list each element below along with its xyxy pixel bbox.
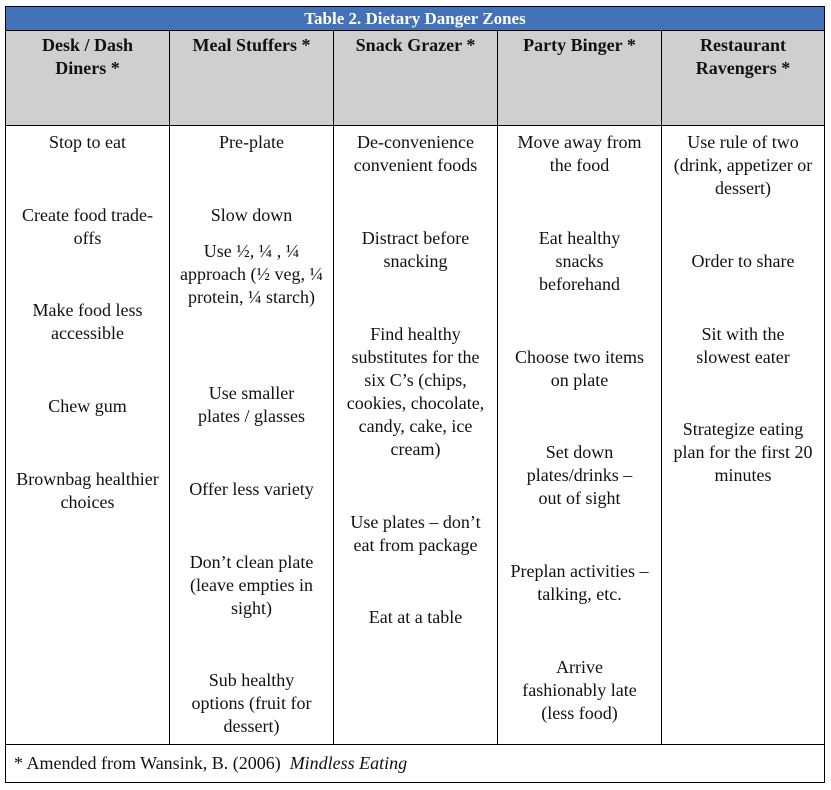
list-item: Arrive fashionably late (less food) xyxy=(522,657,637,723)
table-footnote xyxy=(6,744,824,782)
list-item: Don’t clean plate (leave empties in sight) xyxy=(189,552,314,618)
list-item: Distract before snacking xyxy=(361,228,470,271)
list-item: De-convenience convenient foods xyxy=(353,132,478,175)
list-item: Choose two items on plate xyxy=(515,347,644,390)
list-item: Slow down xyxy=(210,205,293,225)
list-item: Preplan activities – talking, etc. xyxy=(510,561,649,604)
list-item: Find healthy substitutes for the six C’s (chips, cookies, chocolate, candy, cake, ice cream) xyxy=(346,324,485,459)
list-item: Use smaller plates / glasses xyxy=(198,383,305,426)
footnote-book-title: Mindless Eating xyxy=(289,753,408,773)
list-item: Set down plates/drinks – out of sight xyxy=(526,442,633,508)
column-restaurant-ravengers xyxy=(662,126,824,744)
list-item: Chew gum xyxy=(48,396,127,416)
list-item: Create food trade-offs xyxy=(22,205,153,248)
list-item: Make food less accessible xyxy=(32,300,143,343)
list-item: Use rule of two (drink, appetizer or dessert) xyxy=(673,132,813,198)
column-party-binger xyxy=(498,126,662,744)
column-meal-stuffers xyxy=(170,126,334,744)
list-item: Stop to eat xyxy=(49,132,126,152)
column-header-restaurant-ravengers: Restaurant Ravengers * xyxy=(662,31,824,126)
column-header-party-binger: Party Binger * xyxy=(498,31,662,126)
column-desk-dash-diners xyxy=(6,126,170,744)
footnote-citation: * Amended from Wansink, B. (2006) xyxy=(14,753,281,773)
list-item: Order to share xyxy=(691,251,795,271)
list-item: Sit with the slowest eater xyxy=(696,324,790,367)
list-item: Brownbag healthier choices xyxy=(16,469,159,512)
list-item: Strategize eating plan for the first 20 minutes xyxy=(673,419,813,485)
list-item: Offer less variety xyxy=(189,479,314,499)
dietary-danger-zones-table xyxy=(5,6,825,783)
column-snack-grazer xyxy=(334,126,498,744)
list-item: Eat at a table xyxy=(368,607,463,627)
list-item: Use ½, ¼ , ¼ approach (½ veg, ¼ protein, ¼ starch) xyxy=(180,241,323,307)
list-item: Move away from the food xyxy=(517,132,642,175)
list-item: Pre-plate xyxy=(219,132,284,152)
column-header-meal-stuffers: Meal Stuffers * xyxy=(170,31,334,126)
table-title: Table 2. Dietary Danger Zones xyxy=(6,7,824,31)
column-header-desk-dash-diners: Desk / Dash Diners * xyxy=(6,31,170,126)
list-item: Use plates – don’t eat from package xyxy=(350,512,481,555)
list-item: Eat healthy snacks beforehand xyxy=(538,228,621,294)
list-item: Sub healthy options (fruit for dessert) xyxy=(191,670,312,736)
column-header-snack-grazer: Snack Grazer * xyxy=(334,31,498,126)
